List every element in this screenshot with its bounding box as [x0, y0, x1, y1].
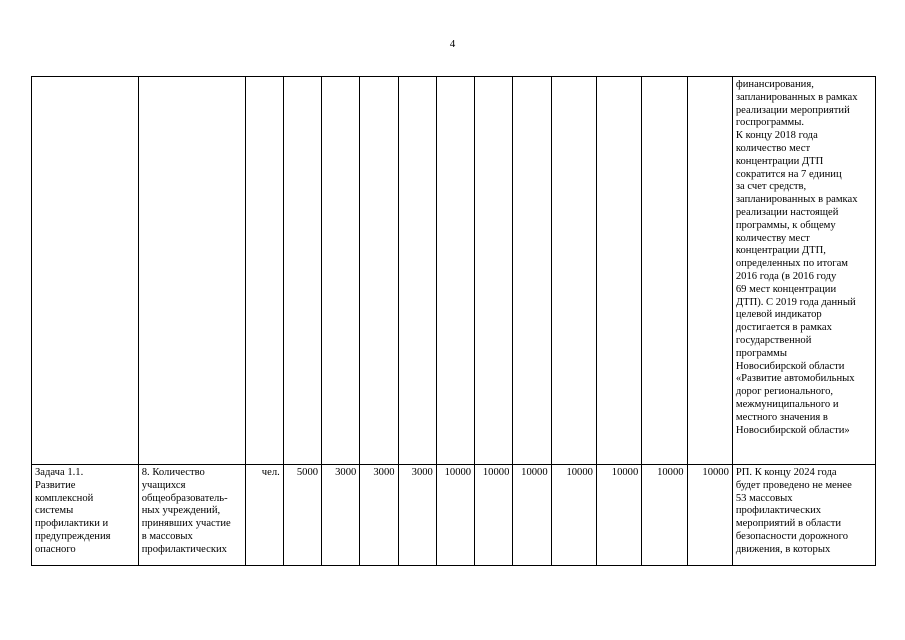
value-cell: 3000 [398, 465, 436, 566]
text-line: сократится на 7 единиц [735, 168, 842, 180]
description-cell [732, 465, 875, 566]
text-line: мероприятий в области [735, 518, 842, 530]
value-cell: 10000 [436, 465, 474, 566]
text-line: общеобразователь- [141, 492, 228, 504]
text-line: К концу 2018 года [735, 130, 818, 142]
value-cell: 10000 [642, 465, 687, 566]
value-cell [513, 77, 551, 465]
indicator-cell [138, 465, 245, 566]
text-line: достигается в рамках [735, 322, 832, 334]
value-cell: 10000 [513, 465, 551, 566]
text-line: Новосибирской области» [735, 424, 850, 436]
value-cell [687, 77, 732, 465]
text-line: концентрации ДТП [735, 155, 824, 167]
text-line: концентрации ДТП, [735, 245, 826, 257]
value-cell: 3000 [360, 465, 398, 566]
text-line: профилактических [141, 543, 227, 555]
value-cell: 10000 [475, 465, 513, 566]
text-line: безопасности дорожного [735, 530, 849, 542]
text-line: целевой индикатор [735, 309, 822, 321]
text-line: местного значения в [735, 411, 828, 423]
text-line: в массовых [141, 530, 193, 542]
text-line: реализации настоящей [735, 206, 839, 218]
text-line: за счет средств, [735, 181, 807, 193]
text-line: программы, к общему [735, 219, 836, 231]
text-line: программы [735, 347, 788, 359]
value-cell: 3000 [322, 465, 360, 566]
text-line: 2016 года (в 2016 году [735, 270, 837, 282]
value-cell: 10000 [687, 465, 732, 566]
text-line: учащихся [141, 479, 186, 491]
task-cell [32, 77, 139, 465]
table-row [32, 77, 876, 465]
text-line: ных учреждений, [141, 505, 221, 517]
text-line: 53 массовых [735, 492, 793, 504]
value-cell [475, 77, 513, 465]
text-line: количеству мест [735, 232, 810, 244]
text-line: РП. К концу 2024 года [735, 467, 837, 478]
text-line: Развитие [35, 479, 76, 491]
indicator-cell [138, 77, 245, 465]
text-line: финансирования, [735, 79, 814, 90]
text-line: опасного [35, 543, 76, 555]
text-line: реализации мероприятий [735, 104, 850, 116]
value-cell [322, 77, 360, 465]
text-line: межмуниципального и [735, 398, 839, 410]
text-line: запланированных в рамках [735, 91, 858, 103]
value-cell [436, 77, 474, 465]
table-row [32, 465, 876, 566]
value-cell [551, 77, 596, 465]
text-line: ДТП). С 2019 года данный [735, 296, 856, 308]
text-line: определенных по итогам [735, 258, 849, 270]
text-line: предупреждения [35, 530, 111, 542]
text-line: принявших участие [141, 518, 231, 530]
program-indicators-table [31, 76, 876, 566]
text-line: «Развитие автомобильных [735, 373, 855, 385]
page-number: 4 [449, 38, 456, 50]
value-cell: 10000 [596, 465, 641, 566]
text-line: дорог регионального, [735, 386, 834, 398]
value-cell [642, 77, 687, 465]
text-line: комплексной [35, 492, 94, 504]
text-line: Новосибирской области [735, 360, 845, 372]
text-line: профилактических [735, 505, 822, 517]
text-line: системы [35, 505, 74, 517]
value-cell [398, 77, 436, 465]
description-cell [732, 77, 875, 465]
text-line: будет проведено не менее [735, 479, 852, 491]
value-cell: 10000 [551, 465, 596, 566]
value-cell [283, 77, 321, 465]
text-line: профилактики и [35, 518, 109, 530]
value-cell [596, 77, 641, 465]
value-cell [360, 77, 398, 465]
text-line: количество мест [735, 142, 811, 154]
text-line: 8. Количество [141, 467, 205, 478]
text-line: государственной [735, 334, 812, 346]
task-cell [32, 465, 139, 566]
text-line: Задача 1.1. [35, 467, 84, 478]
text-line: госпрограммы. [735, 117, 804, 129]
unit-cell [245, 77, 283, 465]
text-line: 69 мест концентрации [735, 283, 837, 295]
unit-cell: чел. [245, 465, 283, 566]
value-cell: 5000 [283, 465, 321, 566]
text-line: запланированных в рамках [735, 194, 858, 206]
text-line: движения, в которых [735, 543, 831, 555]
